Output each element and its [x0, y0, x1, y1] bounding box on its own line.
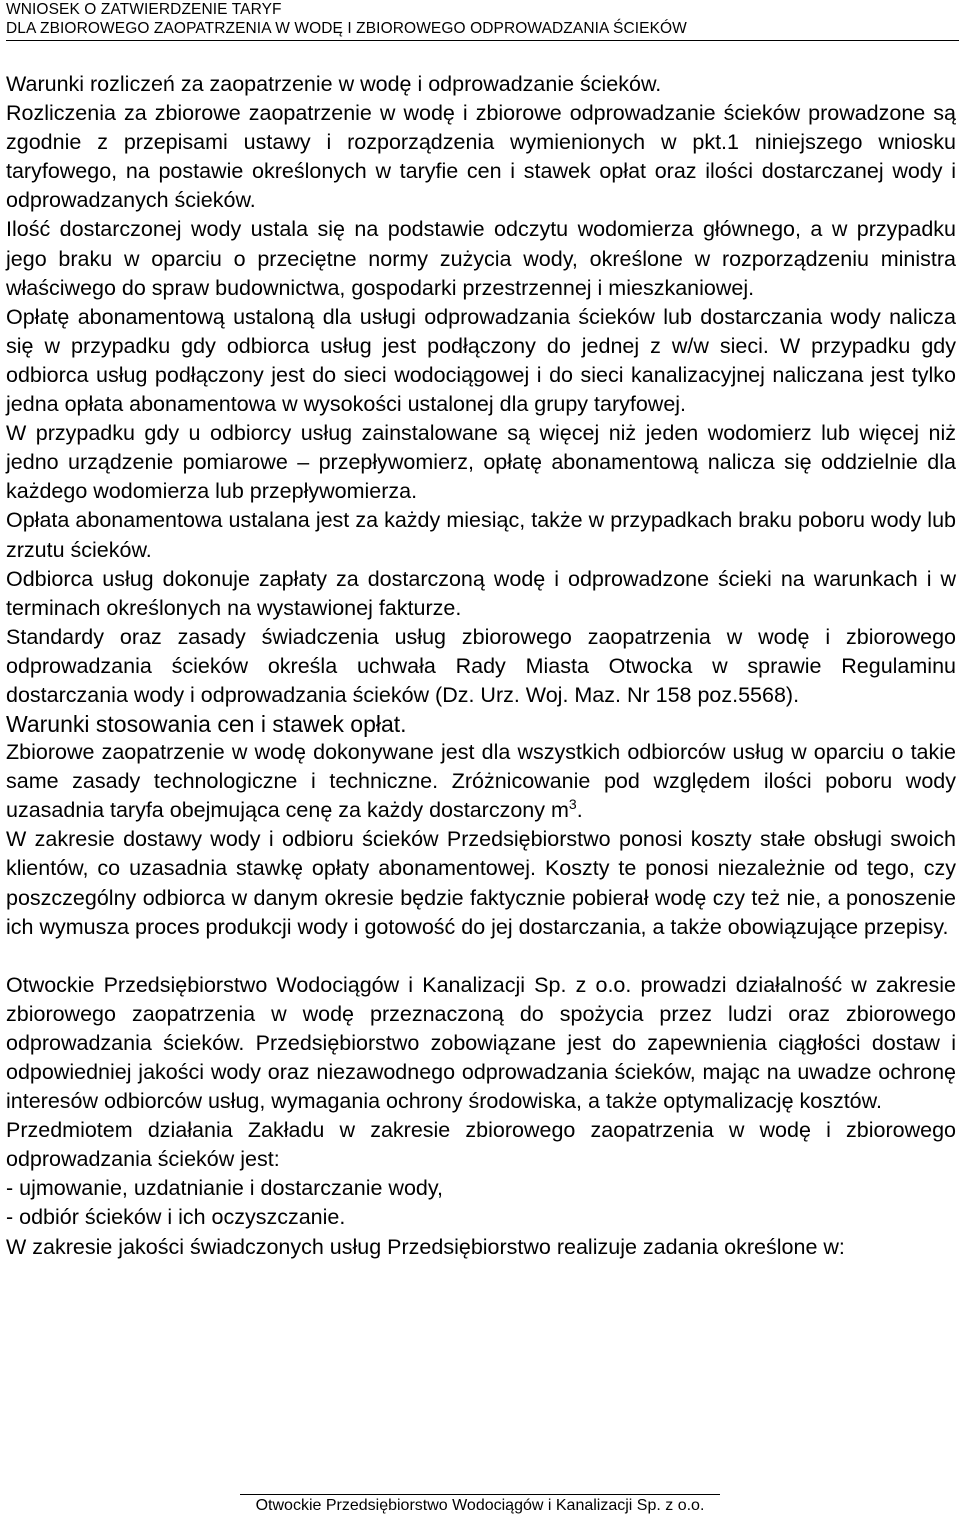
- header-subtitle: DLA ZBIOROWEGO ZAOPATRZENIA W WODĘ I ZBIOROWEGO ODPROWADZANIA ŚCIEKÓW: [6, 20, 687, 37]
- paragraph-gap: [6, 942, 956, 971]
- footer-company: Otwockie Przedsiębiorstwo Wodociągów i Kanalizacji Sp. z o.o.: [255, 1497, 705, 1514]
- header-title: WNIOSEK O ZATWIERDZENIE TARYF: [6, 1, 282, 18]
- list-item-water: - ujmowanie, uzdatnianie i dostarczanie wody,: [6, 1176, 444, 1201]
- paragraph-scope: Przedmiotem działania Zakładu w zakresie zbiorowego zaopatrzenia w wodę i zbiorowego odprowadzania ścieków jest:: [6, 1118, 956, 1172]
- paragraph-subscription-fee: Opłatę abonamentową ustaloną dla usługi odprowadzania ścieków lub dostarczania wody nalicza się w przypadku gdy odbiorca usług jest podłączony do jednej z w/w sieci. W przypadku gdy odbiorca usług podłączony jest do sieci wodociągowej i do sieci kanalizacyjnej naliczana jest tylko jedna opłata abonamentowa w wysokości ustalonej dla grupy taryfowej.: [6, 304, 956, 417]
- paragraph-water-supply-end: .: [576, 798, 583, 823]
- header-rule: [6, 40, 959, 41]
- cubic-superscript: 3: [568, 796, 577, 813]
- document-body: [6, 70, 956, 1262]
- list-item-sewage: - odbiór ścieków i ich oczyszczanie.: [6, 1205, 346, 1230]
- page-footer: [0, 1496, 960, 1515]
- page-header: [6, 0, 956, 38]
- paragraph-payment: Odbiorca usług dokonuje zapłaty za dostarczoną wodę i odprowadzone ścieki na warunkach i w terminach określonych na wystawionej fakturze.: [6, 566, 956, 620]
- paragraph-settlements: Rozliczenia za zbiorowe zaopatrzenie w wodę i zbiorowe odprowadzanie ścieków prowadzone są zgodnie z przepisami ustawy i rozporządzenia wymienionych w pkt.1 niniejszego wniosku taryfowego, na postawie określonych w taryfie cen i stawek opłat oraz ilości dostarczanej wody i odprowadzanych ścieków.: [6, 101, 956, 213]
- paragraph-company-activity: Otwockie Przedsiębiorstwo Wodociągów i Kanalizacji Sp. z o.o. prowadzi działalność w zakresie zbiorowego zaopatrzenia w wodę przeznaczoną do spożycia przez ludzi oraz zbiorowego odprowadzania ścieków. Przedsiębiorstwo zobowiązane jest do zapewnienia ciągłości dostaw i odpowiedniej jakości wody oraz niezawodnego odprowadzania ścieków, mając na uwadze ochronę interesów odbiorców usług, wymagania ochrony środowiska, a także optymalizację kosztów.: [6, 972, 956, 1114]
- section-heading-settlements: Warunki rozliczeń za zaopatrzenie w wodę i odprowadzanie ścieków.: [6, 72, 662, 96]
- paragraph-monthly-fee: Opłata abonamentowa ustalana jest za każdy miesiąc, także w przypadkach braku poboru wody lub zrzutu ścieków.: [6, 508, 956, 562]
- paragraph-multiple-meters: W przypadku gdy u odbiorcy usług zainstalowane są więcej niż jeden wodomierz lub więcej niż jedno urządzenie pomiarowe – przepływomierz, opłatę abonamentową nalicza się oddzielnie dla każdego wodomierza lub przepływomierza.: [6, 421, 956, 504]
- paragraph-water-supply: [6, 738, 956, 825]
- paragraph-water-quantity: Ilość dostarczonej wody ustala się na podstawie odczytu wodomierza głównego, a w przypadku jego braku w oparciu o przeciętne normy zużycia wody, określone w rozporządzeniu ministra właściwego do spraw budownictwa, gospodarki przestrzennej i mieszkaniowej.: [6, 217, 956, 300]
- paragraph-quality: W zakresie jakości świadczonych usług Przedsiębiorstwo realizuje zadania określone w:: [6, 1234, 845, 1259]
- footer-rule: [240, 1494, 720, 1495]
- paragraph-fixed-costs: W zakresie dostawy wody i odbioru ścieków Przedsiębiorstwo ponosi koszty stałe obsługi swoich klientów, co uzasadnia stawkę opłaty abonamentowej. Koszty te ponosi niezależnie od tego, czy poszczególny odbiorca w danym okresie będzie faktycznie pobierał wodę czy też nie, a ponoszenie ich wymusza proces produkcji wody i gotowość do jej dostarczania, a także obowiązujące przepisy.: [6, 827, 956, 939]
- section-heading-price-conditions: Warunki stosowania cen i stawek opłat.: [6, 711, 407, 738]
- paragraph-standards: Standardy oraz zasady świadczenia usług zbiorowego zaopatrzenia w wodę i zbiorowego odprowadzania ścieków określa uchwała Rady Miasta Otwocka w sprawie Regulaminu dostarczania wody i odprowadzania ścieków (Dz. Urz. Woj. Maz. Nr 158 poz.5568).: [6, 624, 956, 707]
- paragraph-water-supply-text: Zbiorowe zaopatrzenie w wodę dokonywane jest dla wszystkich odbiorców usług w oparciu o takie same zasady technologiczne i techniczne. Zróżnicowanie pod względem ilości poboru wody uzasadnia taryfa obejmująca cenę za każdy dostarczony m: [6, 740, 956, 823]
